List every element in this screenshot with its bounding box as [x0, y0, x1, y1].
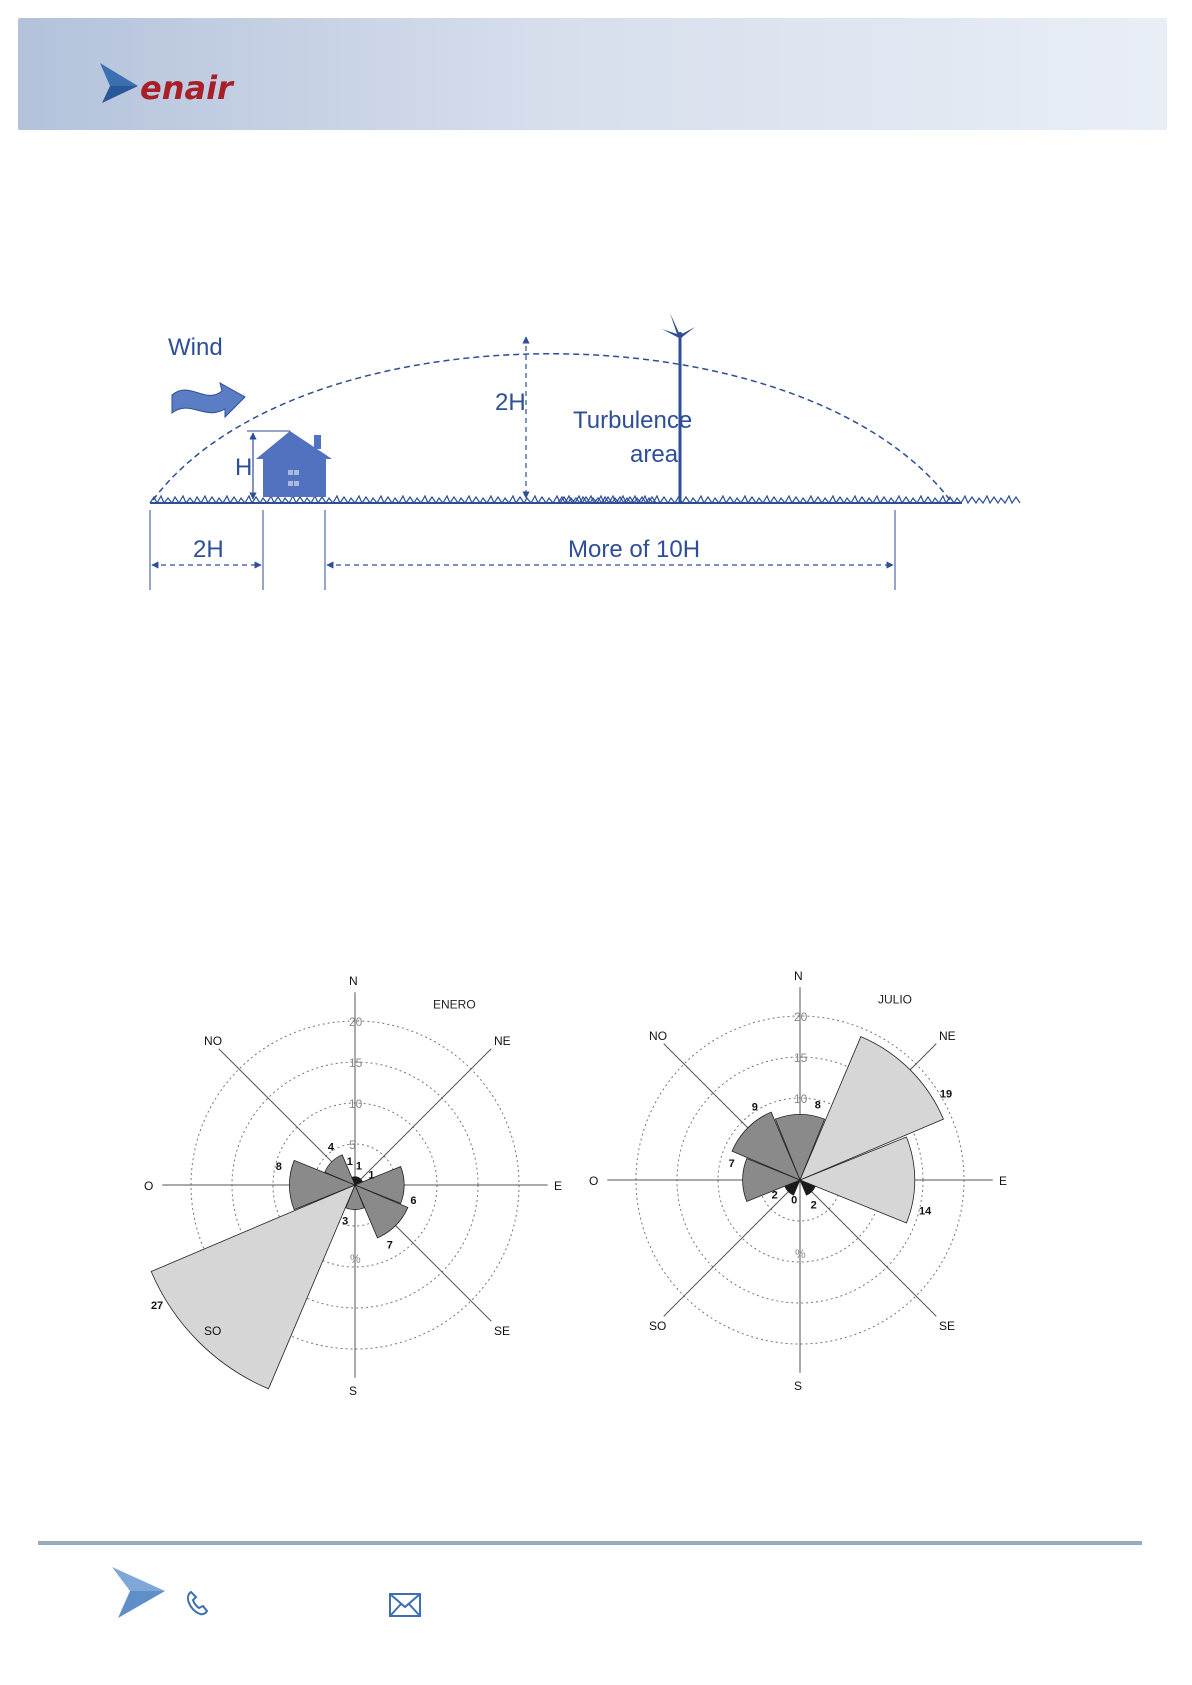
enair-arrow-icon [110, 1565, 170, 1620]
value-label-no: 4 [327, 1141, 335, 1154]
direction-label-o: O [144, 1179, 154, 1193]
value-label-se: 7 [386, 1239, 393, 1252]
turbulence-label-line2: area [630, 441, 679, 468]
value-label-ne: 19 [939, 1088, 953, 1101]
direction-label-no: NO [649, 1029, 668, 1044]
direction-label-so: SO [649, 1318, 667, 1333]
direction-label-ne: NE [938, 1029, 956, 1044]
ring-tick-label: 20 [349, 1015, 363, 1029]
value-label-s: 3 [342, 1215, 349, 1228]
turbulence-diagram [150, 325, 970, 595]
more-of-10h-label: More of 10H [568, 536, 701, 563]
value-label-n: 1 [355, 1160, 363, 1173]
ring-tick-label: 15 [349, 1056, 363, 1070]
direction-label-s: S [349, 1384, 358, 1398]
h-label: H [235, 454, 253, 481]
direction-label-ne: NE [493, 1034, 511, 1049]
ring-tick-label: 15 [794, 1051, 808, 1065]
value-label-s: 0 [791, 1194, 798, 1207]
value-label-so: 27 [150, 1300, 164, 1313]
direction-label-se: SE [493, 1323, 510, 1338]
petal-so [151, 1185, 355, 1389]
direction-label-e: E [999, 1174, 1008, 1188]
ring-tick-label: 5 [349, 1138, 356, 1152]
wind-label: Wind [168, 334, 223, 361]
footer-divider [38, 1541, 1142, 1545]
month-title: JULIO [878, 992, 913, 1007]
house-icon [256, 431, 332, 497]
turbulence-label-line1: Turbulence [573, 407, 693, 434]
direction-label-so: SO [204, 1323, 222, 1338]
value-label-ne: 1 [368, 1169, 375, 1182]
unit-label: % [795, 1246, 806, 1261]
unit-label: % [350, 1251, 361, 1266]
mail-icon[interactable] [389, 1593, 421, 1617]
wind-rose-enero-svg [144, 974, 600, 1470]
direction-label-e: E [554, 1179, 563, 1193]
wind-rose-julio [589, 969, 1045, 1465]
ring-tick-label: 20 [794, 1010, 808, 1024]
direction-label-se: SE [938, 1318, 955, 1333]
wind-rose-enero [144, 974, 600, 1470]
two-h-top-label: 2H [495, 389, 526, 416]
two-h-bottom-label: 2H [193, 536, 224, 563]
month-title: ENERO [433, 997, 476, 1012]
value-label-o: 8 [275, 1161, 282, 1174]
spoke-so [664, 1180, 800, 1316]
direction-label-o: O [589, 1174, 599, 1188]
direction-label-s: S [794, 1379, 803, 1393]
wind-arrow-icon [172, 383, 245, 417]
direction-label-no: NO [204, 1034, 223, 1049]
ring-tick-label: 10 [349, 1097, 363, 1111]
enair-arrow-logo-icon [98, 58, 288, 108]
value-label-so: 2 [771, 1189, 778, 1202]
value-label-no: 9 [751, 1101, 758, 1114]
direction-label-n: N [794, 969, 803, 983]
phone-icon[interactable] [185, 1590, 209, 1616]
spoke-ne [355, 1049, 491, 1185]
enair-logo [98, 58, 288, 108]
brand-text: enair [140, 69, 233, 107]
ring-tick-label: 10 [794, 1092, 808, 1106]
value-label-se: 2 [810, 1199, 817, 1212]
value-label-e: 14 [919, 1205, 932, 1218]
value-label-e: 6 [410, 1194, 417, 1207]
value-label-o: 7 [728, 1158, 735, 1171]
value-label-n: 8 [814, 1099, 821, 1112]
page-header [18, 18, 1167, 130]
wind-rose-julio-svg [589, 969, 1045, 1465]
direction-label-n: N [349, 974, 358, 988]
value-label-extra: 1 [346, 1155, 353, 1168]
